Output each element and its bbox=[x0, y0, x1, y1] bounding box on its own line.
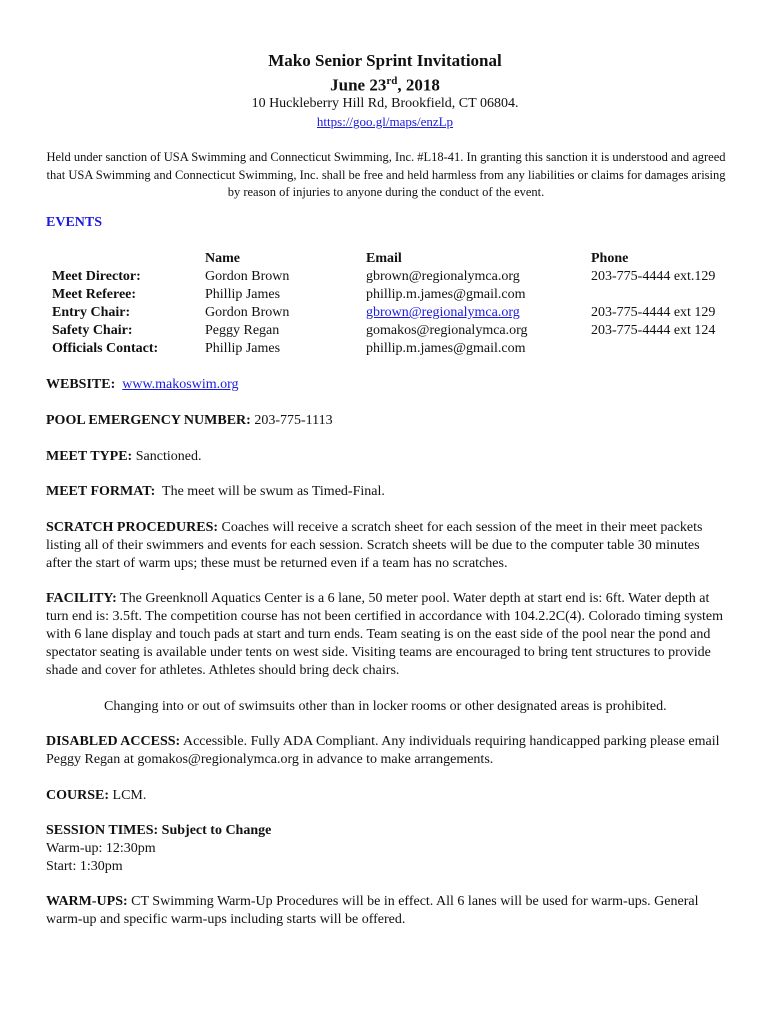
pool-emergency-line bbox=[46, 412, 726, 430]
facility-text: The Greenknoll Aquatics Center is a 6 lane, 50 meter pool. Water depth at start end is: 6ft. Water depth at turn end is: 3.5ft. The competition course has not been certified in accordance with 104.2.2C(4). Colorado timing system with 6 lane display and touch pads at start and turn ends. Team seating is on the east side of the pool near the pond and spectator seating is available under tents on west side. Visiting teams are encouraged to bring tent structures to provide shade and cover for athletes. Athletes should bring deck chairs. bbox=[46, 591, 724, 678]
facility-paragraph bbox=[46, 590, 726, 680]
scratch-paragraph bbox=[46, 519, 726, 573]
page-title bbox=[0, 50, 770, 96]
contact-phone: 203-775-4444 ext 124 bbox=[591, 323, 716, 338]
title-date bbox=[0, 71, 770, 96]
course-line bbox=[46, 787, 726, 805]
role-safety-chair: Safety Chair: bbox=[52, 323, 133, 338]
header-name: Name bbox=[205, 251, 240, 266]
meet-format-value: The meet will be swum as Timed-Final. bbox=[162, 484, 385, 499]
header-email: Email bbox=[366, 251, 402, 266]
address-block bbox=[0, 95, 770, 132]
role-meet-referee: Meet Referee: bbox=[52, 287, 137, 302]
website-line bbox=[46, 376, 726, 394]
session-warmup: Warm-up: 12:30pm bbox=[46, 841, 156, 856]
pool-emergency-number: 203-775-1113 bbox=[254, 413, 333, 428]
role-officials-contact: Officials Contact: bbox=[52, 341, 159, 356]
warmups-label: WARM-UPS: bbox=[46, 894, 128, 909]
meet-type-value: Sanctioned. bbox=[135, 449, 202, 464]
contact-phone: 203-775-4444 ext 129 bbox=[591, 305, 716, 320]
scratch-label: SCRATCH PROCEDURES: bbox=[46, 520, 219, 535]
contact-emails bbox=[366, 250, 528, 358]
warmups-paragraph bbox=[46, 893, 726, 929]
contact-name: Phillip James bbox=[205, 341, 281, 356]
meet-type-label: MEET TYPE: bbox=[46, 449, 133, 464]
contact-email: gomakos@regionalymca.org bbox=[366, 323, 528, 338]
contact-email: phillip.m.james@gmail.com bbox=[366, 341, 526, 356]
session-start: Start: 1:30pm bbox=[46, 859, 123, 874]
contact-phone bbox=[591, 340, 715, 358]
session-label: SESSION TIMES: Subject to Change bbox=[46, 823, 272, 838]
contact-email-link[interactable]: gbrown@regionalymca.org bbox=[366, 305, 520, 320]
role-entry-chair: Entry Chair: bbox=[52, 305, 131, 320]
contact-names bbox=[205, 250, 289, 358]
meet-format-line bbox=[46, 483, 726, 501]
contact-name: Gordon Brown bbox=[205, 305, 290, 320]
contact-phone bbox=[591, 286, 715, 304]
warmups-text: CT Swimming Warm-Up Procedures will be in effect. All 6 lanes will be used for warm-ups. General warm-up and specific warm-ups including starts will be offered. bbox=[46, 894, 699, 927]
pool-emergency-label: POOL EMERGENCY NUMBER: bbox=[46, 413, 251, 428]
website-label: WEBSITE: bbox=[46, 377, 116, 392]
title-date-suffix: rd bbox=[386, 75, 398, 87]
meet-format-label: MEET FORMAT: bbox=[46, 484, 156, 499]
contact-roles bbox=[52, 268, 158, 358]
contact-name: Phillip James bbox=[205, 287, 281, 302]
header-phone: Phone bbox=[591, 251, 629, 266]
address: 10 Huckleberry Hill Rd, Brookfield, CT 06804. bbox=[251, 96, 519, 111]
contact-phone: 203-775-4444 ext.129 bbox=[591, 269, 716, 284]
title-date-main: June 23 bbox=[330, 75, 387, 95]
scratch-text: Coaches will receive a scratch sheet for each session of the meet in their meet packets listing all of their swimmers and events for each session. Scratch sheets will be due to the computer table 30 minutes after the start of warm ups; these must be returned even if a team has no scratches. bbox=[46, 520, 703, 571]
contact-email: phillip.m.james@gmail.com bbox=[366, 287, 526, 302]
meet-type-line bbox=[46, 448, 726, 466]
contact-name: Peggy Regan bbox=[205, 323, 280, 338]
course-value: LCM. bbox=[112, 788, 147, 803]
title-line-1: Mako Senior Sprint Invitational bbox=[268, 51, 502, 70]
facility-label: FACILITY: bbox=[46, 591, 117, 606]
events-heading: EVENTS bbox=[46, 215, 103, 230]
disabled-access-label: DISABLED ACCESS: bbox=[46, 734, 181, 749]
contact-phones bbox=[591, 250, 715, 358]
website-link[interactable]: www.makoswim.org bbox=[122, 377, 239, 392]
map-link[interactable]: https://goo.gl/maps/enzLp bbox=[316, 114, 454, 129]
course-label: COURSE: bbox=[46, 788, 110, 803]
disabled-access-paragraph bbox=[46, 733, 726, 769]
session-times bbox=[46, 822, 726, 876]
sanction-text: Held under sanction of USA Swimming and Connecticut Swimming, Inc. #L18-41. In granting this sanction it is understood and agreed that USA Swimming and Connecticut Swimming, Inc. shall be free and held harmless from any liabilities or claims for damages arising by reason of injuries to anyone during the conduct of the event. bbox=[46, 150, 726, 199]
contact-name: Gordon Brown bbox=[205, 269, 290, 284]
role-meet-director: Meet Director: bbox=[52, 269, 141, 284]
title-date-year: , 2018 bbox=[397, 75, 440, 95]
disabled-access-text: Accessible. Fully ADA Compliant. Any individuals requiring handicapped parking please email Peggy Regan at gomakos@regionalymca.org in advance to make arrangements. bbox=[46, 734, 720, 767]
changing-note: Changing into or out of swimsuits other than in locker rooms or other designated areas is prohibited. bbox=[104, 699, 667, 714]
contact-email: gbrown@regionalymca.org bbox=[366, 269, 520, 284]
